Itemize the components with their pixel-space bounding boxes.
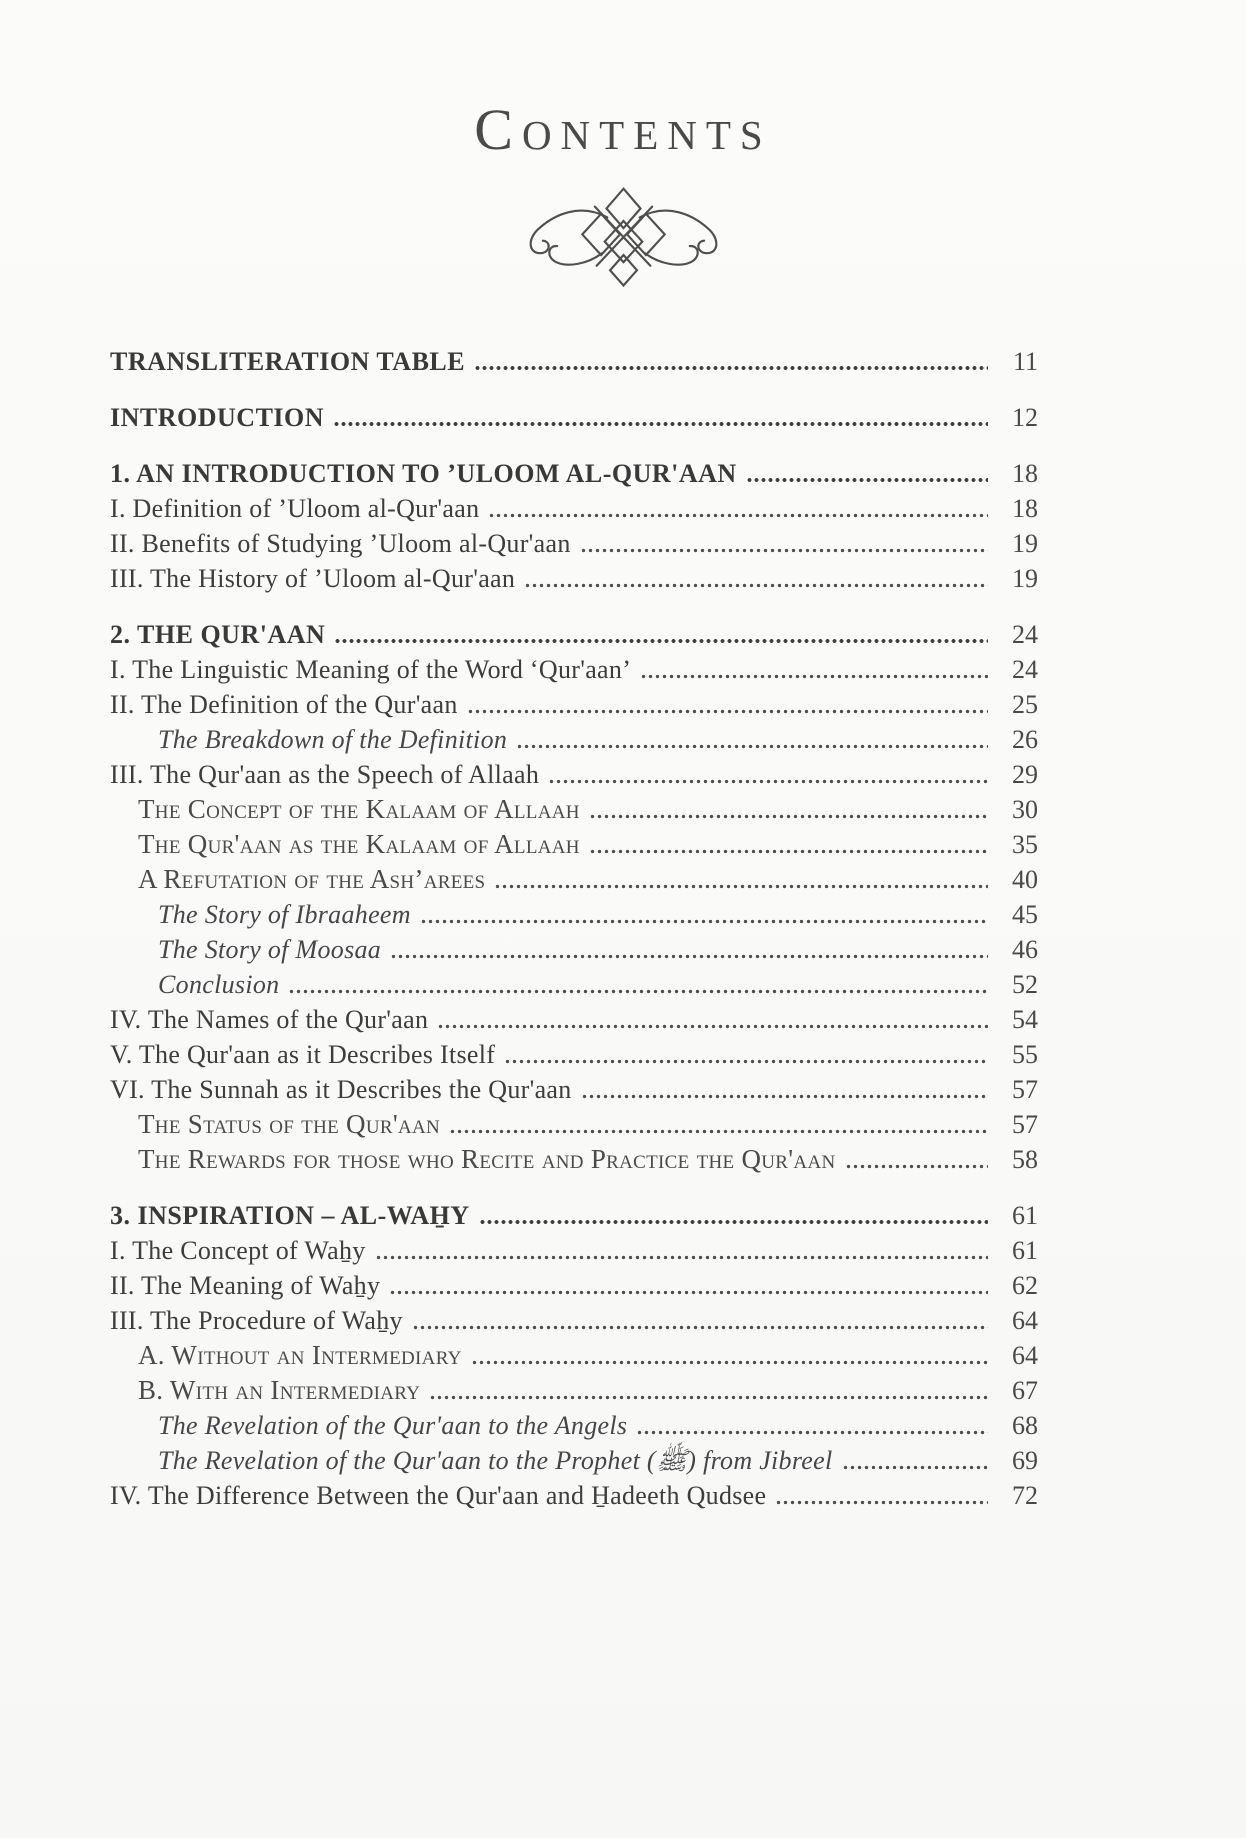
toc-entry-label: VI. The Sunnah as it Describes the Qur'aan: [110, 1075, 572, 1104]
dot-leader: [746, 475, 988, 484]
toc-entry: [110, 1443, 1038, 1478]
dot-leader: [429, 1392, 988, 1401]
dot-leader: [504, 1056, 988, 1065]
toc-entry-page: 72: [1012, 1481, 1038, 1510]
dot-leader: [494, 881, 988, 890]
toc-entry-label: II. The Definition of the Qur'aan: [110, 690, 458, 719]
toc-entry-page: 55: [1012, 1040, 1038, 1069]
dot-leader: [488, 510, 988, 519]
toc-entry-page: 26: [1012, 725, 1038, 754]
dot-leader: [524, 580, 988, 589]
toc-entry-page: 19: [1012, 564, 1038, 593]
dot-leader: [842, 1462, 988, 1471]
toc-entry-page: 62: [1012, 1271, 1038, 1300]
dot-leader: [471, 1357, 988, 1366]
toc-entry-page: 61: [1012, 1236, 1038, 1265]
page-title: Contents: [474, 97, 772, 162]
toc-entry-label: The Rewards for those who Recite and Practice the Qur'aan: [138, 1144, 836, 1174]
toc-entry: [110, 652, 1038, 687]
toc-entry-label: I. Definition of ’Uloom al-Qur'aan: [110, 494, 480, 523]
dot-leader: [845, 1161, 989, 1170]
toc-entry: [110, 617, 1038, 652]
toc-entry-label: The Story of Moosaa: [158, 935, 382, 964]
toc-entry: [110, 967, 1038, 1002]
toc-entry-label: A Refutation of the Ash’arees: [138, 864, 486, 894]
ornament-container: [0, 179, 1246, 302]
toc-entry: [110, 344, 1038, 379]
toc-entry-page: 64: [1012, 1341, 1038, 1370]
toc-entry-page: 57: [1012, 1075, 1038, 1104]
toc-entry-page: 24: [1012, 620, 1038, 649]
toc-entry-page: 29: [1012, 760, 1038, 789]
toc-entry-page: 11: [1012, 347, 1038, 376]
toc-entry: [110, 862, 1038, 897]
toc-entry: [110, 757, 1038, 792]
dot-leader: [390, 951, 988, 960]
dot-leader: [589, 846, 988, 855]
dot-leader: [437, 1021, 988, 1030]
toc-entry: [110, 1107, 1038, 1142]
toc-entry-page: 46: [1012, 935, 1038, 964]
toc-entry-label: IV. The Names of the Qur'aan: [110, 1005, 429, 1034]
toc-entry: [110, 400, 1038, 435]
toc-list: [0, 344, 1246, 1513]
dot-leader: [333, 419, 988, 428]
toc-entry: [110, 1072, 1038, 1107]
toc-entry-label: III. The History of ’Uloom al-Qur'aan: [110, 564, 516, 593]
toc-entry: [110, 1198, 1038, 1233]
dot-leader: [640, 671, 988, 680]
toc-entry-page: 57: [1012, 1110, 1038, 1139]
dot-leader: [589, 811, 988, 820]
toc-entry: [110, 1268, 1038, 1303]
dot-leader: [636, 1427, 988, 1436]
toc-entry-page: 64: [1012, 1306, 1038, 1335]
toc-entry-label: III. The Qur'aan as the Speech of Allaah: [110, 760, 540, 789]
toc-entry: [110, 1408, 1038, 1443]
toc-entry: [110, 456, 1038, 491]
toc-entry-page: 40: [1012, 865, 1038, 894]
toc-entry-label: 3. INSPIRATION – AL-WAH̱Y: [110, 1201, 470, 1230]
toc-entry-label: The Revelation of the Qur'aan to the Angels: [158, 1411, 628, 1440]
toc-entry-page: 19: [1012, 529, 1038, 558]
toc-entry-label: The Breakdown of the Definition: [158, 725, 508, 754]
toc-entry-label: I. The Linguistic Meaning of the Word ‘Qur'aan’: [110, 655, 632, 684]
toc-entry-page: 12: [1012, 403, 1038, 432]
toc-entry-page: 45: [1012, 900, 1038, 929]
toc-entry-label: 1. AN INTRODUCTION TO ’ULOOM AL-QUR'AAN: [110, 459, 737, 488]
toc-entry-label: I. The Concept of Waẖy: [110, 1236, 366, 1265]
toc-entry: [110, 897, 1038, 932]
toc-entry-page: 67: [1012, 1376, 1038, 1405]
toc-entry: [110, 792, 1038, 827]
dot-leader: [581, 1091, 988, 1100]
dot-leader: [334, 636, 988, 645]
toc-entry-label: The Status of the Qur'aan: [138, 1109, 441, 1139]
toc-entry-label: The Story of Ibraaheem: [158, 900, 411, 929]
toc-entry: [110, 827, 1038, 862]
toc-entry: [110, 526, 1038, 561]
toc-entry-page: 30: [1012, 795, 1038, 824]
toc-entry-label: INTRODUCTION: [110, 403, 325, 432]
toc-entry-label: III. The Procedure of Waẖy: [110, 1306, 403, 1335]
toc-entry: [110, 687, 1038, 722]
dot-leader: [420, 916, 988, 925]
toc-entry: [110, 1233, 1038, 1268]
toc-entry: [110, 1373, 1038, 1408]
dot-leader: [389, 1287, 988, 1296]
dot-leader: [467, 706, 988, 715]
dot-leader: [479, 1217, 988, 1226]
toc-entry-page: 18: [1012, 494, 1038, 523]
toc-entry-page: 35: [1012, 830, 1038, 859]
toc-entry-label: TRANSLITERATION TABLE: [110, 347, 466, 376]
dot-leader: [288, 986, 988, 995]
toc-entry-label: A. Without an Intermediary: [138, 1340, 462, 1370]
toc-entry: [110, 561, 1038, 596]
dot-leader: [548, 776, 988, 785]
toc-entry-page: 52: [1012, 970, 1038, 999]
dot-leader: [516, 741, 988, 750]
toc-entry: [110, 1037, 1038, 1072]
dot-leader: [580, 545, 988, 554]
toc-entry: [110, 1338, 1038, 1373]
toc-entry: [110, 491, 1038, 526]
toc-entry: [110, 1002, 1038, 1037]
toc-entry-label: The Concept of the Kalaam of Allaah: [138, 794, 580, 824]
toc-entry-label: Conclusion: [158, 970, 280, 999]
toc-entry-page: 68: [1012, 1411, 1038, 1440]
toc-entry-label: II. Benefits of Studying ’Uloom al-Qur'aan: [110, 529, 571, 558]
toc-entry: [110, 1478, 1038, 1513]
toc-entry: [110, 1303, 1038, 1338]
toc-entry-label: The Qur'aan as the Kalaam of Allaah: [138, 829, 580, 859]
toc-entry-page: 18: [1012, 459, 1038, 488]
toc-entry: [110, 1142, 1038, 1177]
dot-leader: [474, 363, 988, 372]
toc-entry-label: II. The Meaning of Waẖy: [110, 1271, 381, 1300]
toc-entry-page: 24: [1012, 655, 1038, 684]
toc-entry-label: V. The Qur'aan as it Describes Itself: [110, 1040, 496, 1069]
toc-entry-label: The Revelation of the Qur'aan to the Prophet (ﷺ) from Jibreel: [158, 1446, 833, 1475]
toc-entry-page: 25: [1012, 690, 1038, 719]
dot-leader: [375, 1252, 988, 1261]
toc-entry: [110, 932, 1038, 967]
dot-leader: [449, 1126, 988, 1135]
toc-entry-page: 61: [1012, 1201, 1038, 1230]
dot-leader: [775, 1497, 988, 1506]
dot-leader: [412, 1322, 988, 1331]
toc-entry-page: 54: [1012, 1005, 1038, 1034]
toc-entry-label: IV. The Difference Between the Qur'aan and H̱adeeth Qudsee: [110, 1481, 767, 1510]
toc-entry: [110, 722, 1038, 757]
toc-entry-label: 2. THE QUR'AAN: [110, 620, 326, 649]
toc-entry-page: 58: [1012, 1145, 1038, 1174]
toc-entry-page: 69: [1012, 1446, 1038, 1475]
calligraphic-knot-icon: [516, 284, 731, 301]
toc-entry-label: B. With an Intermediary: [138, 1375, 421, 1405]
